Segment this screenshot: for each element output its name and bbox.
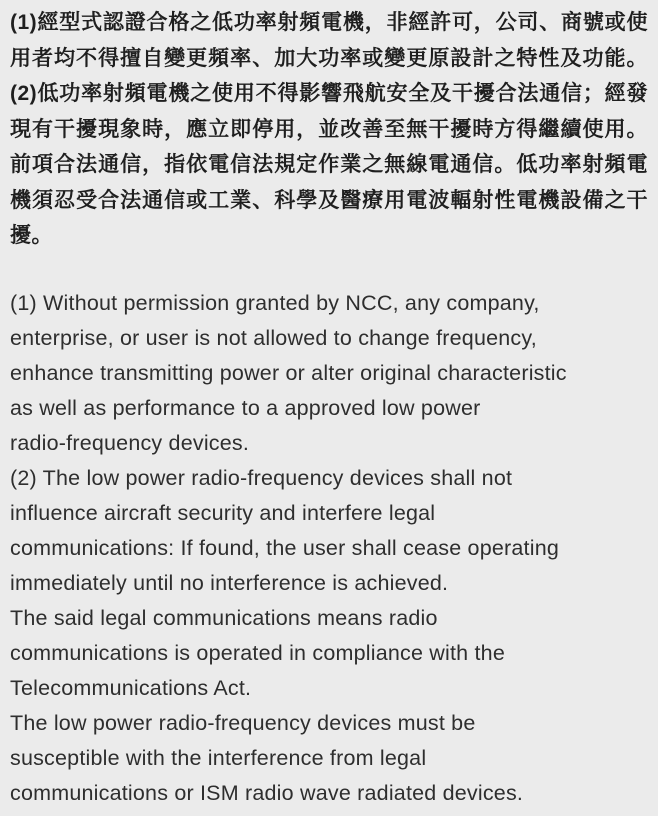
- chinese-text-line: 現有干擾現象時，應立即停用，並改善至無干擾時方得繼續使用。: [10, 117, 648, 141]
- english-text-line: enterprise, or user is not allowed to change frequency,: [10, 325, 537, 350]
- english-text-line: Telecommunications Act.: [10, 675, 252, 700]
- chinese-text-line: 用者均不得擅自變更頻率、加大功率或變更原設計之特性及功能。: [10, 46, 648, 70]
- english-text-line: enhance transmitting power or alter original characteristic: [10, 360, 567, 385]
- english-text-line: influence aircraft security and interfere legal: [10, 500, 436, 525]
- english-text-line: (1) Without permission granted by NCC, any company,: [10, 290, 540, 315]
- chinese-regulation-paragraph: [10, 5, 648, 254]
- english-text-line: (2) The low power radio-frequency devices shall not: [10, 465, 513, 490]
- english-text-line: The low power radio-frequency devices must be: [10, 710, 476, 735]
- english-text-line: communications: If found, the user shall cease operating: [10, 535, 560, 560]
- chinese-text-line: (1)經型式認證合格之低功率射頻電機，非經許可，公司、商號或使: [10, 11, 648, 34]
- english-text-line: communications or ISM radio wave radiated devices.: [10, 780, 524, 805]
- chinese-text-line: 前項合法通信，指依電信法規定作業之無線電通信。低功率射頻電: [10, 153, 648, 176]
- english-text-line: radio-frequency devices.: [10, 430, 250, 455]
- english-text-line: The said legal communications means radio: [10, 605, 438, 630]
- chinese-text-line: 擾。: [10, 224, 53, 247]
- english-regulation-paragraph: [10, 286, 648, 811]
- chinese-text-line: 機須忍受合法通信或工業、科學及醫療用電波輻射性電機設備之干: [10, 188, 648, 212]
- english-text-line: communications is operated in compliance with the: [10, 640, 505, 665]
- english-text-line: as well as performance to a approved low power: [10, 395, 481, 420]
- chinese-text-line: (2)低功率射頻電機之使用不得影響飛航安全及干擾合法通信；經發: [10, 82, 648, 105]
- english-text-line: immediately until no interference is achieved.: [10, 570, 449, 595]
- english-text-line: susceptible with the interference from legal: [10, 745, 427, 770]
